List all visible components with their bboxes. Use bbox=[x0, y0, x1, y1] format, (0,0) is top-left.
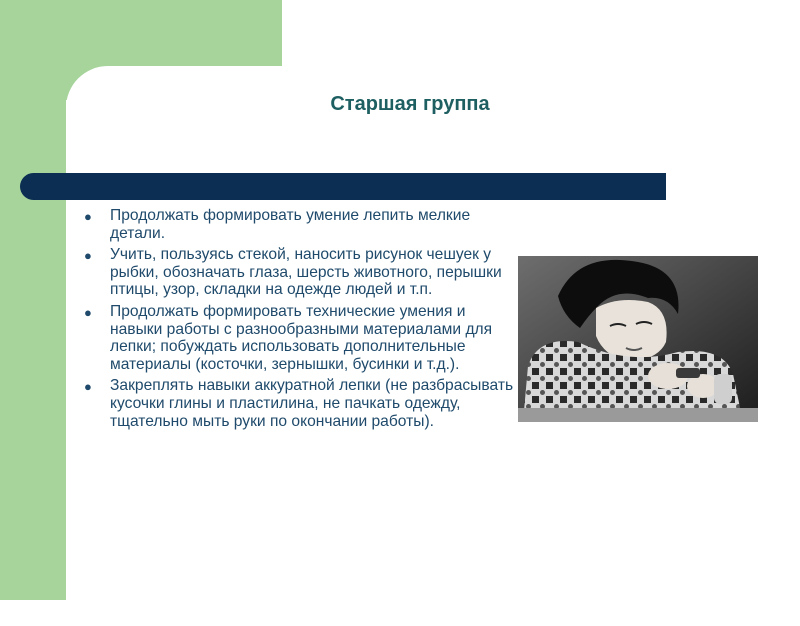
bullet-list bbox=[82, 207, 522, 434]
bullet-icon: ● bbox=[84, 209, 92, 224]
bullet-text: Продолжать формировать технические умения и навыки работы с разнообразными материалами для лепки; побуждать использовать дополнительные материалы (косточки, зернышки, бусинки и т.д.). bbox=[110, 302, 493, 373]
list-item bbox=[82, 303, 522, 373]
bullet-icon: ● bbox=[84, 304, 92, 320]
child-modeling-photo-icon bbox=[518, 256, 758, 422]
bullet-text: Закреплять навыки аккуратной лепки (не разбрасывать кусочки глины и пластилина, не пачкать одежду, тщательно мыть руки по окончании работы). bbox=[110, 377, 514, 430]
bullet-text: Учить, пользуясь стекой, наносить рисунок чешуек у рыбки, обозначать глаза, шерсть животного, перышки птицы, узор, складки на одежде людей и т.п. bbox=[110, 246, 502, 299]
list-item bbox=[82, 207, 522, 242]
bullet-text: Продолжать формировать умение лепить мелкие детали. bbox=[110, 207, 471, 242]
child-modeling-photo bbox=[518, 256, 758, 422]
bullet-icon: ● bbox=[84, 248, 92, 264]
slide-title: Старшая группа bbox=[330, 93, 490, 115]
list-item bbox=[82, 246, 522, 299]
title-divider-bar bbox=[20, 173, 666, 200]
bullet-icon: ● bbox=[84, 379, 92, 395]
list-item bbox=[82, 377, 522, 430]
